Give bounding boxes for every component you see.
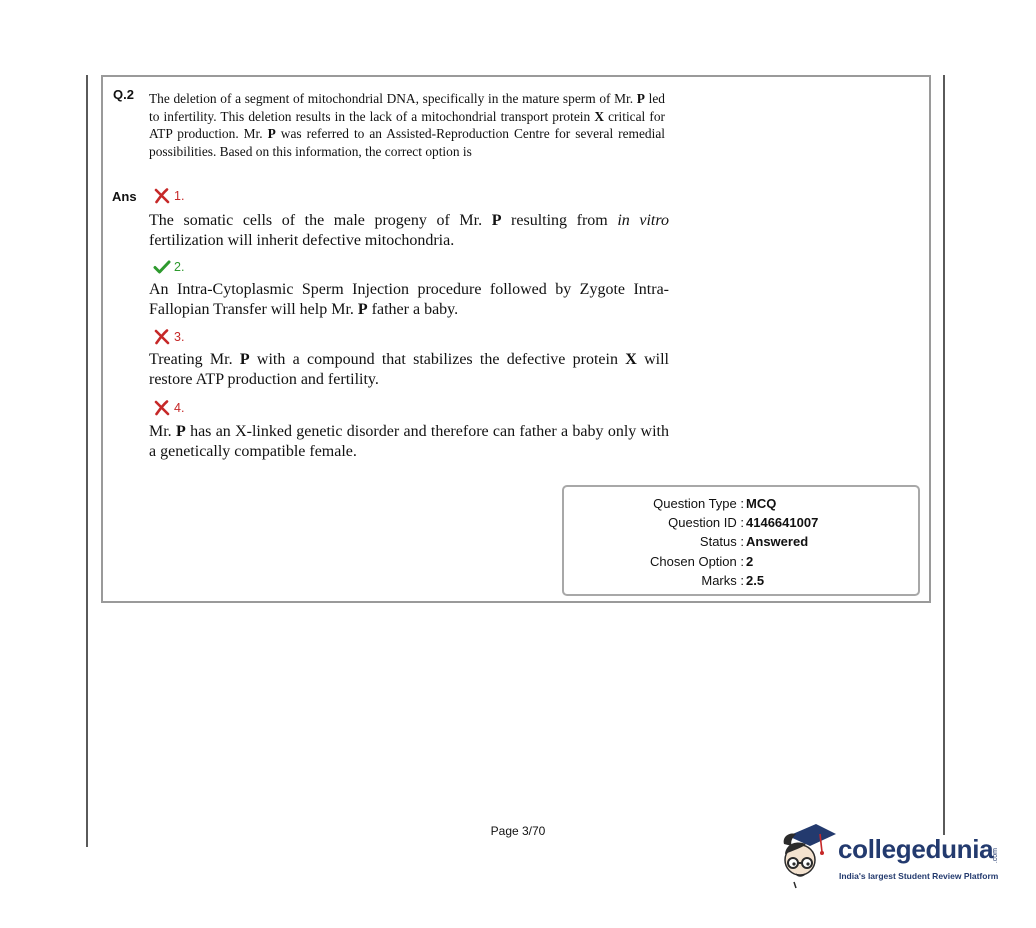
brand-suffix: .com xyxy=(992,848,999,864)
check-icon xyxy=(153,259,171,275)
cross-icon xyxy=(153,400,171,416)
option-2-text: An Intra-Cytoplasmic Sperm Injection procedure followed by Zygote Intra-Fallopian Transfer will help Mr. P father a baby. xyxy=(149,281,669,318)
option-1-header xyxy=(153,188,184,204)
option-4-text: Mr. P has an X-linked genetic disorder and therefore can father a baby only with a genetically compatible female. xyxy=(149,423,670,460)
status-value: Answered xyxy=(746,534,809,549)
question-type-value: MCQ xyxy=(746,496,777,511)
option-4-header xyxy=(153,400,184,416)
question-number: Q.2 xyxy=(113,87,134,102)
option-2-number: 2. xyxy=(174,260,185,274)
question-info-box xyxy=(562,485,920,596)
option-1-number: 1. xyxy=(174,189,185,203)
question-text: The deletion of a segment of mitochondrial DNA, specifically in the mature sperm of Mr. P led to infertility. This deletion results in the lack of a mitochondrial transport protein X critical for ATP production. Mr. P was referred to an Assisted-Reproduction Centre for several remedial possibilities. Based on this information, the correct option is xyxy=(149,91,665,159)
collegedunia-logo xyxy=(776,822,1006,890)
option-3-header xyxy=(153,329,184,345)
marks-label: Marks : xyxy=(701,573,744,588)
page-number: Page 3/70 xyxy=(490,824,546,838)
cross-icon xyxy=(153,188,171,204)
mascot-icon xyxy=(776,822,836,890)
question-type-label: Question Type : xyxy=(653,496,744,511)
brand-tagline: India's largest Student Review Platform xyxy=(839,871,999,881)
cross-icon xyxy=(153,329,171,345)
option-4-number: 4. xyxy=(174,401,185,415)
page-right-rule xyxy=(943,75,945,835)
option-3-number: 3. xyxy=(174,330,185,344)
answer-label: Ans xyxy=(112,189,137,204)
brand-name: collegedunia xyxy=(838,834,994,864)
chosen-option-value: 2 xyxy=(746,554,754,569)
question-panel xyxy=(101,75,931,603)
chosen-option-label: Chosen Option : xyxy=(650,554,744,569)
option-3-text: Treating Mr. P with a compound that stabilizes the defective protein X will restore ATP production and fertility. xyxy=(149,351,669,388)
page-left-rule xyxy=(86,75,88,847)
status-label: Status : xyxy=(699,534,744,549)
option-1-text: The somatic cells of the male progeny of Mr. P resulting from in vitro fertilization will inherit defective mitochondria. xyxy=(149,212,670,249)
marks-value: 2.5 xyxy=(746,573,765,588)
question-id-label: Question ID : xyxy=(668,515,744,530)
option-2-header xyxy=(153,259,184,275)
question-id-value: 4146641007 xyxy=(746,515,819,530)
